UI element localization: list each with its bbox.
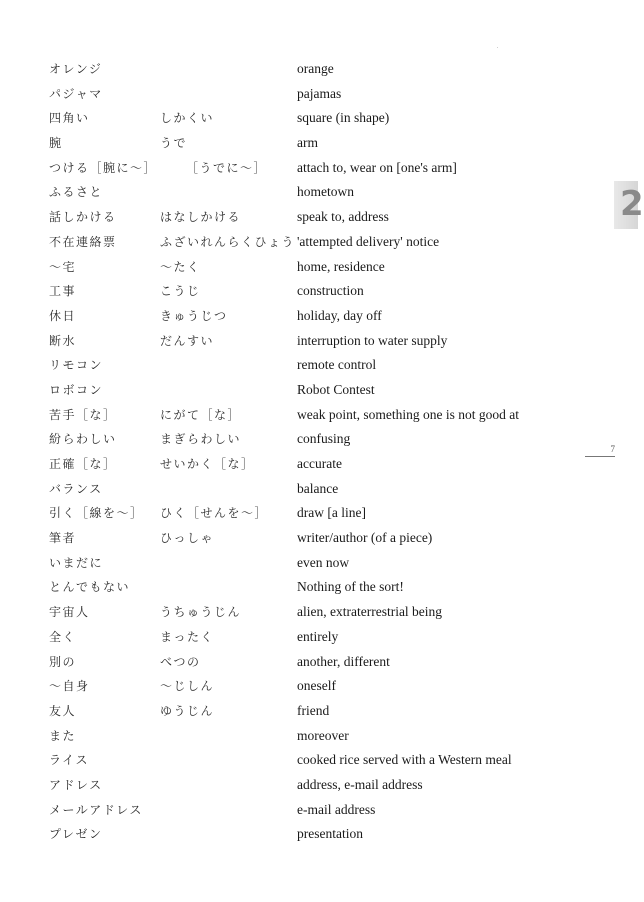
vocab-meaning: holiday, day off [297,307,382,323]
vocab-meaning: interruption to water supply [297,332,448,348]
vocab-row [0,378,638,403]
vocab-reading: まぎらわしい [160,432,242,447]
vocab-term: 四角い [49,111,90,126]
vocab-reading: ～じしん [160,679,215,694]
vocab-term: 断水 [49,333,77,348]
vocab-meaning: weak point, something one is not good at [297,406,519,422]
vocab-row [0,205,638,230]
vocab-meaning: speak to, address [297,209,389,225]
vocab-meaning: attach to, wear on [one's arm] [297,159,457,175]
vocab-meaning: home, residence [297,258,385,274]
vocab-term: また [49,728,77,743]
vocab-meaning: square (in shape) [297,110,390,126]
vocab-meaning: even now [297,554,350,570]
vocab-meaning: arm [297,135,318,151]
vocab-term: 宇宙人 [49,605,90,620]
vocab-meaning: moreover [297,727,349,743]
vocab-reading: こうじ [160,284,201,299]
vocab-term: ふるさと [49,185,104,200]
vocabulary-list [0,57,638,847]
scan-speck [497,47,498,48]
vocab-reading: ひっしゃ [160,531,215,546]
vocab-term: いまだに [49,555,104,570]
vocab-meaning: address, e-mail address [297,776,423,792]
vocab-meaning: Nothing of the sort! [297,579,404,595]
vocab-row [0,477,638,502]
vocab-meaning: Robot Contest [297,381,375,397]
vocab-meaning: entirely [297,628,339,644]
vocab-term: ライス [49,753,90,768]
vocab-meaning: pajamas [297,85,342,101]
vocab-row [0,131,638,156]
vocab-meaning: remote control [297,357,377,373]
vocab-meaning: balance [297,480,339,496]
chapter-tab [614,181,644,229]
vocab-row [0,501,638,526]
vocab-row [0,403,638,428]
vocab-meaning: hometown [297,184,354,200]
vocab-term: プレゼン [49,827,103,842]
vocab-meaning: orange [297,61,334,76]
vocab-row [0,575,638,600]
vocab-row [0,822,638,847]
vocab-term: 話しかける [49,210,117,225]
vocab-reading: ［うでに～］ [186,160,268,175]
vocab-row [0,674,638,699]
vocab-row [0,798,638,823]
vocab-meaning: construction [297,283,364,299]
vocab-meaning: oneself [297,678,336,694]
vocab-reading: はなしかける [160,210,242,225]
page-number: 7 [585,444,615,457]
vocab-reading: べつの [160,654,201,669]
vocab-term: 苦手［な］ [49,407,117,422]
vocab-term: バランス [49,481,103,496]
vocab-row [0,82,638,107]
vocab-meaning: accurate [297,456,342,471]
vocab-row [0,773,638,798]
vocab-row [0,57,638,82]
vocab-reading: にがて［な］ [160,407,242,422]
vocab-reading: うちゅうじん [160,605,242,620]
vocab-meaning: draw [a line] [297,505,366,521]
vocab-term: 引く［線を～］ [49,506,144,521]
vocab-term: 別の [49,654,77,669]
vocab-row [0,724,638,749]
vocab-row [0,748,638,773]
vocab-reading: ひく［せんを～］ [160,506,269,521]
vocab-row [0,230,638,255]
vocab-meaning: friend [297,702,330,718]
vocab-row [0,526,638,551]
vocab-row [0,452,638,477]
vocab-reading: ふざいれんらくひょう [160,234,296,249]
vocab-row [0,353,638,378]
chapter-number: 2 [620,184,644,224]
vocab-row [0,106,638,131]
vocab-meaning: e-mail address [297,801,376,817]
vocab-row [0,180,638,205]
vocab-term: アドレス [49,777,103,792]
vocab-term: 正確［な］ [49,457,117,471]
vocab-reading: せいかく［な］ [160,457,255,471]
vocab-meaning: cooked rice served with a Western meal [297,752,512,768]
vocab-term: 工事 [49,284,77,299]
vocab-term: 休日 [49,308,77,323]
vocab-reading: きゅうじつ [160,308,228,323]
vocab-row [0,650,638,675]
vocab-row [0,600,638,625]
vocab-meaning: 'attempted delivery' notice [297,233,440,249]
vocab-row [0,279,638,304]
vocab-term: 全く [49,629,77,644]
vocab-term: ～自身 [49,679,90,694]
vocab-term: ～宅 [49,259,77,274]
vocab-term: オレンジ [49,62,103,76]
vocab-row [0,156,638,181]
vocab-row [0,427,638,452]
vocab-meaning: alien, extraterrestrial being [297,604,443,620]
vocab-row [0,699,638,724]
vocab-term: 紛らわしい [49,432,117,447]
vocab-meaning: confusing [297,431,351,447]
vocab-reading: しかくい [160,111,215,126]
vocab-row [0,255,638,280]
vocab-term: パジャマ [49,86,103,101]
vocab-term: つける［腕に～］ [49,160,158,175]
vocab-term: 筆者 [49,531,77,546]
vocab-row [0,304,638,329]
vocab-term: 友人 [49,703,77,718]
vocab-term: ロボコン [49,382,104,397]
vocab-reading: うで [160,136,188,151]
vocab-term: リモコン [49,358,104,373]
vocab-meaning: presentation [297,826,363,842]
vocab-reading: ゆうじん [160,703,215,718]
vocab-term: 腕 [49,136,63,151]
vocab-meaning: writer/author (of a piece) [297,530,433,546]
vocab-reading: ～たく [160,259,201,274]
vocab-term: 不在連絡票 [49,234,117,249]
vocab-row [0,551,638,576]
vocab-meaning: another, different [297,653,390,669]
vocab-term: とんでもない [49,580,131,595]
vocab-reading: まったく [160,629,215,644]
vocab-term: メールアドレス [49,802,143,817]
vocab-reading: だんすい [160,333,215,348]
vocab-row [0,329,638,354]
vocab-row [0,625,638,650]
